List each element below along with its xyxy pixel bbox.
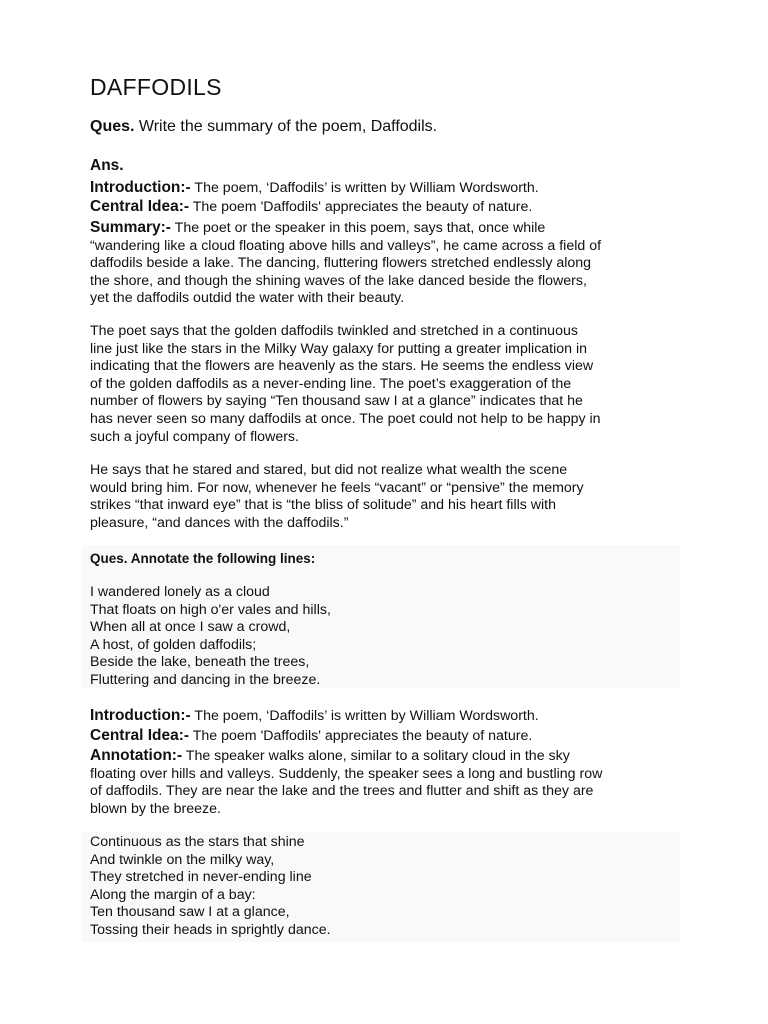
stanza-1 xyxy=(90,584,650,690)
paragraph-2 xyxy=(90,323,690,446)
central-idea-2-text: The poem 'Daffodils' appreciates the beauty of nature. xyxy=(189,728,533,744)
question-1 xyxy=(90,118,437,136)
introduction-2 xyxy=(90,707,539,725)
paragraph-line: such a joyful company of flowers. xyxy=(90,428,299,445)
poem-line: A host, of golden daffodils; xyxy=(90,636,257,653)
paragraph-line: The poet says that the golden daffodils twinkled and stretched in a continuous xyxy=(90,323,578,339)
paragraph-3 xyxy=(90,462,690,532)
answer-label: Ans. xyxy=(90,157,124,174)
poem-line: Continuous as the stars that shine xyxy=(90,834,305,850)
paragraph-line: has never seen so many daffodils at once. The poet could not help to be happy in xyxy=(90,410,601,427)
summary-line: “wandering like a cloud floating above hills and valleys”, he came across a field of xyxy=(90,237,602,254)
paragraph-line: line just like the stars in the Milky Way galaxy for putting a greater implication in xyxy=(90,340,588,357)
document-title: DAFFODILS xyxy=(90,74,222,100)
poem-line: Beside the lake, beneath the trees, xyxy=(90,654,310,671)
poem-line: They stretched in never-ending line xyxy=(90,869,312,886)
introduction-2-label: Introduction:- xyxy=(90,707,191,724)
paragraph-line: strikes “that inward eye” that is “the bliss of solitude” and his heart fills with xyxy=(90,497,557,514)
paragraph-line: would bring him. For now, whenever he feels “vacant” or “pensive” the memory xyxy=(90,479,584,496)
paragraph-line: indicating that the flowers are heavenly as the stars. He seems the endless view xyxy=(90,358,594,375)
paragraph-line: number of flowers by saying “Ten thousand saw I at a glance” indicates that he xyxy=(90,393,583,410)
paragraph-line: of the golden daffodils as a never-ending line. The poet’s exaggeration of the xyxy=(90,375,572,392)
poem-line: Along the margin of a bay: xyxy=(90,886,256,903)
paragraph-line: He says that he stared and stared, but did not realize what wealth the scene xyxy=(90,462,568,478)
introduction-label: Introduction:- xyxy=(90,179,191,196)
central-idea-2 xyxy=(90,727,532,745)
question-1-text: Write the summary of the poem, Daffodils. xyxy=(134,118,438,135)
poem-line: That floats on high o'er vales and hills, xyxy=(90,601,331,618)
poem-line: When all at once I saw a crowd, xyxy=(90,619,291,636)
stanza-2 xyxy=(90,834,650,940)
introduction xyxy=(90,179,539,197)
question-1-label: Ques. xyxy=(90,118,135,135)
poem-line: And twinkle on the milky way, xyxy=(90,851,275,868)
poem-line: Ten thousand saw I at a glance, xyxy=(90,904,290,921)
introduction-2-text: The poem, ‘Daffodils’ is written by William Wordsworth. xyxy=(190,708,539,724)
summary-line: Summary:- The poet or the speaker in this poem, says that, once while xyxy=(90,219,546,236)
summary-line: yet the daffodils outdid the water with their beauty. xyxy=(90,290,405,307)
paragraph-line: pleasure, “and dances with the daffodils.” xyxy=(90,514,349,531)
central-idea-text: The poem 'Daffodils' appreciates the beauty of nature. xyxy=(189,199,533,215)
annotation-line: floating over hills and valleys. Suddenly, the speaker sees a long and bustling row xyxy=(90,765,603,782)
poem-line: Tossing their heads in sprightly dance. xyxy=(90,921,331,938)
summary-paragraph xyxy=(90,219,690,308)
poem-line: I wandered lonely as a cloud xyxy=(90,584,270,600)
summary-line: the shore, and though the shining waves of the lake danced beside the flowers, xyxy=(90,272,587,289)
annotation-paragraph xyxy=(90,747,690,818)
annotation-line: blown by the breeze. xyxy=(90,800,221,817)
question-2: Ques. Annotate the following lines: xyxy=(90,551,316,566)
poem-line: Fluttering and dancing in the breeze. xyxy=(90,671,321,688)
summary-line: daffodils beside a lake. The dancing, fluttering flowers stretched endlessly along xyxy=(90,255,592,272)
annotation-line: Annotation:- The speaker walks alone, similar to a solitary cloud in the sky xyxy=(90,747,570,764)
annotation-line: of daffodils. They are near the lake and the trees and flutter and shift as they are xyxy=(90,783,594,800)
central-idea-2-label: Central Idea:- xyxy=(90,727,190,744)
introduction-text: The poem, ‘Daffodils’ is written by William Wordsworth. xyxy=(190,180,539,196)
summary-label: Summary:- xyxy=(90,219,171,236)
central-idea xyxy=(90,198,532,216)
annotation-label: Annotation:- xyxy=(90,747,183,764)
central-idea-label: Central Idea:- xyxy=(90,198,190,215)
